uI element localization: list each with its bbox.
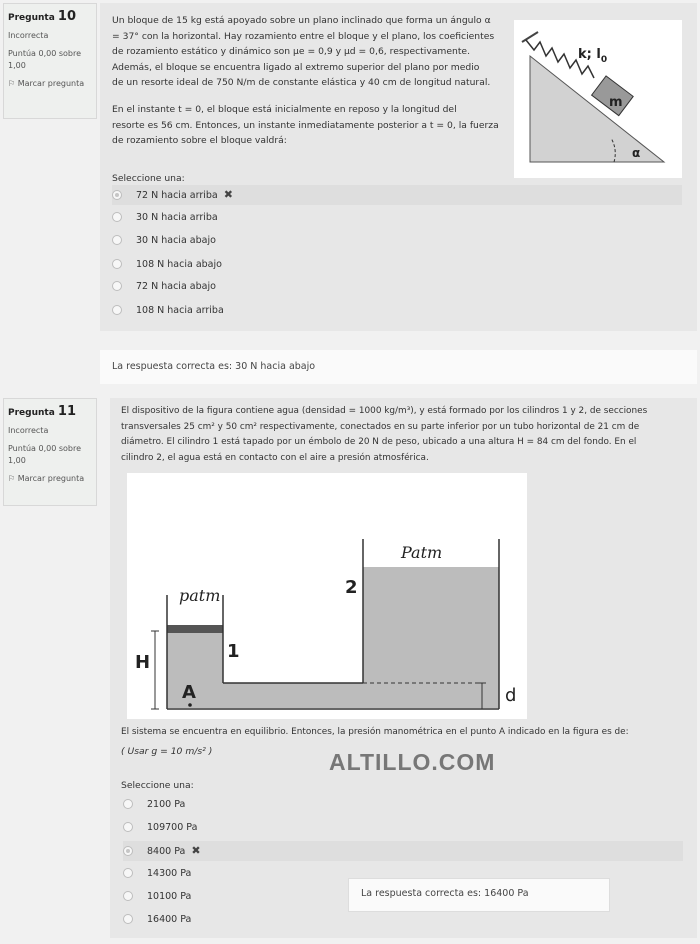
- flag-icon: ⚐: [8, 474, 16, 483]
- q11-radio-4[interactable]: [123, 868, 133, 878]
- q11-score: Puntúa 0,00 sobre 1,00: [8, 444, 82, 465]
- q10-radio-3[interactable]: [112, 235, 122, 245]
- q10-mass-label: m: [609, 95, 623, 110]
- q11-option-6[interactable]: 16400 Pa: [123, 910, 191, 930]
- q10-option-5[interactable]: 72 N hacia abajo: [112, 277, 216, 297]
- q11-label-2: 2: [345, 577, 358, 598]
- q10-option-2[interactable]: 30 N hacia arriba: [112, 208, 218, 228]
- q10-select-label: Seleccione una:: [112, 173, 185, 184]
- q10-radio-5[interactable]: [112, 281, 122, 291]
- q11-point-A: [188, 703, 192, 707]
- q10-option-4[interactable]: 108 N hacia abajo: [112, 255, 222, 275]
- incorrect-x-icon: ✖: [191, 844, 201, 857]
- q10-score: Puntúa 0,00 sobre 1,00: [8, 49, 82, 70]
- q11-radio-2[interactable]: [123, 822, 133, 832]
- q10-info-box: [3, 3, 97, 119]
- q10-option-1[interactable]: 72 N hacia arriba ✖: [112, 185, 682, 205]
- q10-incline-figure: [514, 20, 682, 178]
- q11-label-H: H: [135, 652, 151, 673]
- q11-info-box: [3, 398, 97, 506]
- q11-option-2[interactable]: 109700 Pa: [123, 818, 197, 838]
- q11-label-1: 1: [227, 641, 240, 662]
- q11-hint: ( Usar g = 10 m/s² ): [121, 746, 213, 757]
- q10-spring-label: k; $l_0$: [578, 47, 608, 65]
- q11-label-A: A: [182, 682, 196, 703]
- q10-radio-6[interactable]: [112, 305, 122, 315]
- q11-option-1[interactable]: 2100 Pa: [123, 795, 185, 815]
- q11-radio-5[interactable]: [123, 891, 133, 901]
- incorrect-x-icon: ✖: [223, 188, 233, 201]
- q11-question-text: El dispositivo de la figura contiene agua (densidad = 1000 kg/m³), y está formado por los cilindros 1 y 2, de secciones transversales 25 cm² y 50 cm² respectivamente, conectados en su parte inferior por un tubo horizontal de 21 cm de diámetro. El cilindro 1 está tapado por un émbolo de 20 N de peso, ubicado a una altura H = 84 cm del fondo. En el cilindro 2, el agua está en contacto con el aire a presión atmosférica.: [121, 406, 648, 463]
- q11-status: Incorrecta: [8, 426, 49, 435]
- q11-patm-2: Patm: [401, 543, 443, 562]
- q10-status: Incorrecta: [8, 31, 49, 40]
- q10-question-text-2: En el instante t = 0, el bloque está inicialmente en reposo y la longitud del resorte es 56 cm. Entonces, un instante inmediatamente posterior a t = 0, la fuerza de rozamiento sobre el bloque valdrá:: [112, 104, 499, 146]
- q11-option-5[interactable]: 10100 Pa: [123, 887, 191, 907]
- q10-angle-label: α: [632, 146, 641, 160]
- q10-option-3[interactable]: 30 N hacia abajo: [112, 231, 216, 251]
- q10-radio-1[interactable]: [112, 190, 122, 200]
- q10-correct-answer: La respuesta correcta es: 30 N hacia abajo: [100, 350, 697, 384]
- flag-icon: ⚐: [8, 79, 16, 88]
- q11-select-label: Seleccione una:: [121, 780, 194, 791]
- q11-correct-answer: La respuesta correcta es: 16400 Pa: [348, 878, 610, 912]
- q11-option-4[interactable]: 14300 Pa: [123, 864, 191, 884]
- q11-radio-1[interactable]: [123, 799, 133, 809]
- q10-radio-2[interactable]: [112, 212, 122, 222]
- q10-flag-link[interactable]: ⚐ Marcar pregunta: [8, 79, 85, 88]
- q11-label-d: d: [505, 685, 517, 706]
- q11-flag-link[interactable]: ⚐ Marcar pregunta: [8, 474, 85, 483]
- q11-cylinders-figure: [127, 473, 527, 719]
- q10-option-6[interactable]: 108 N hacia arriba: [112, 301, 224, 321]
- q11-option-3[interactable]: 8400 Pa ✖: [123, 841, 683, 861]
- q11-patm-1: patm: [179, 586, 221, 605]
- q11-radio-3[interactable]: [123, 846, 133, 856]
- q10-radio-4[interactable]: [112, 259, 122, 269]
- watermark-text: ALTILLO.COM: [329, 749, 496, 775]
- q11-radio-6[interactable]: [123, 914, 133, 924]
- q10-number: Pregunta 10: [8, 9, 77, 24]
- q11-question-text-2: El sistema se encuentra en equilibrio. Entonces, la presión manométrica en el punto A indicado en la figura es de:: [121, 727, 629, 737]
- q11-number: Pregunta 11: [8, 404, 77, 419]
- q10-question-text: Un bloque de 15 kg está apoyado sobre un plano inclinado que forma un ángulo α = 37° con la horizontal. Hay rozamiento entre el bloque y el plano, los coeficientes de rozamiento estático y dinámico son μe = 0,9 y μd = 0,6, respectivamente. Además, el bloque se encuentra ligado al extremo superior del plano por medio de un resorte ideal de 750 N/m de constante elástica y 40 cm de longitud natural.: [112, 15, 495, 88]
